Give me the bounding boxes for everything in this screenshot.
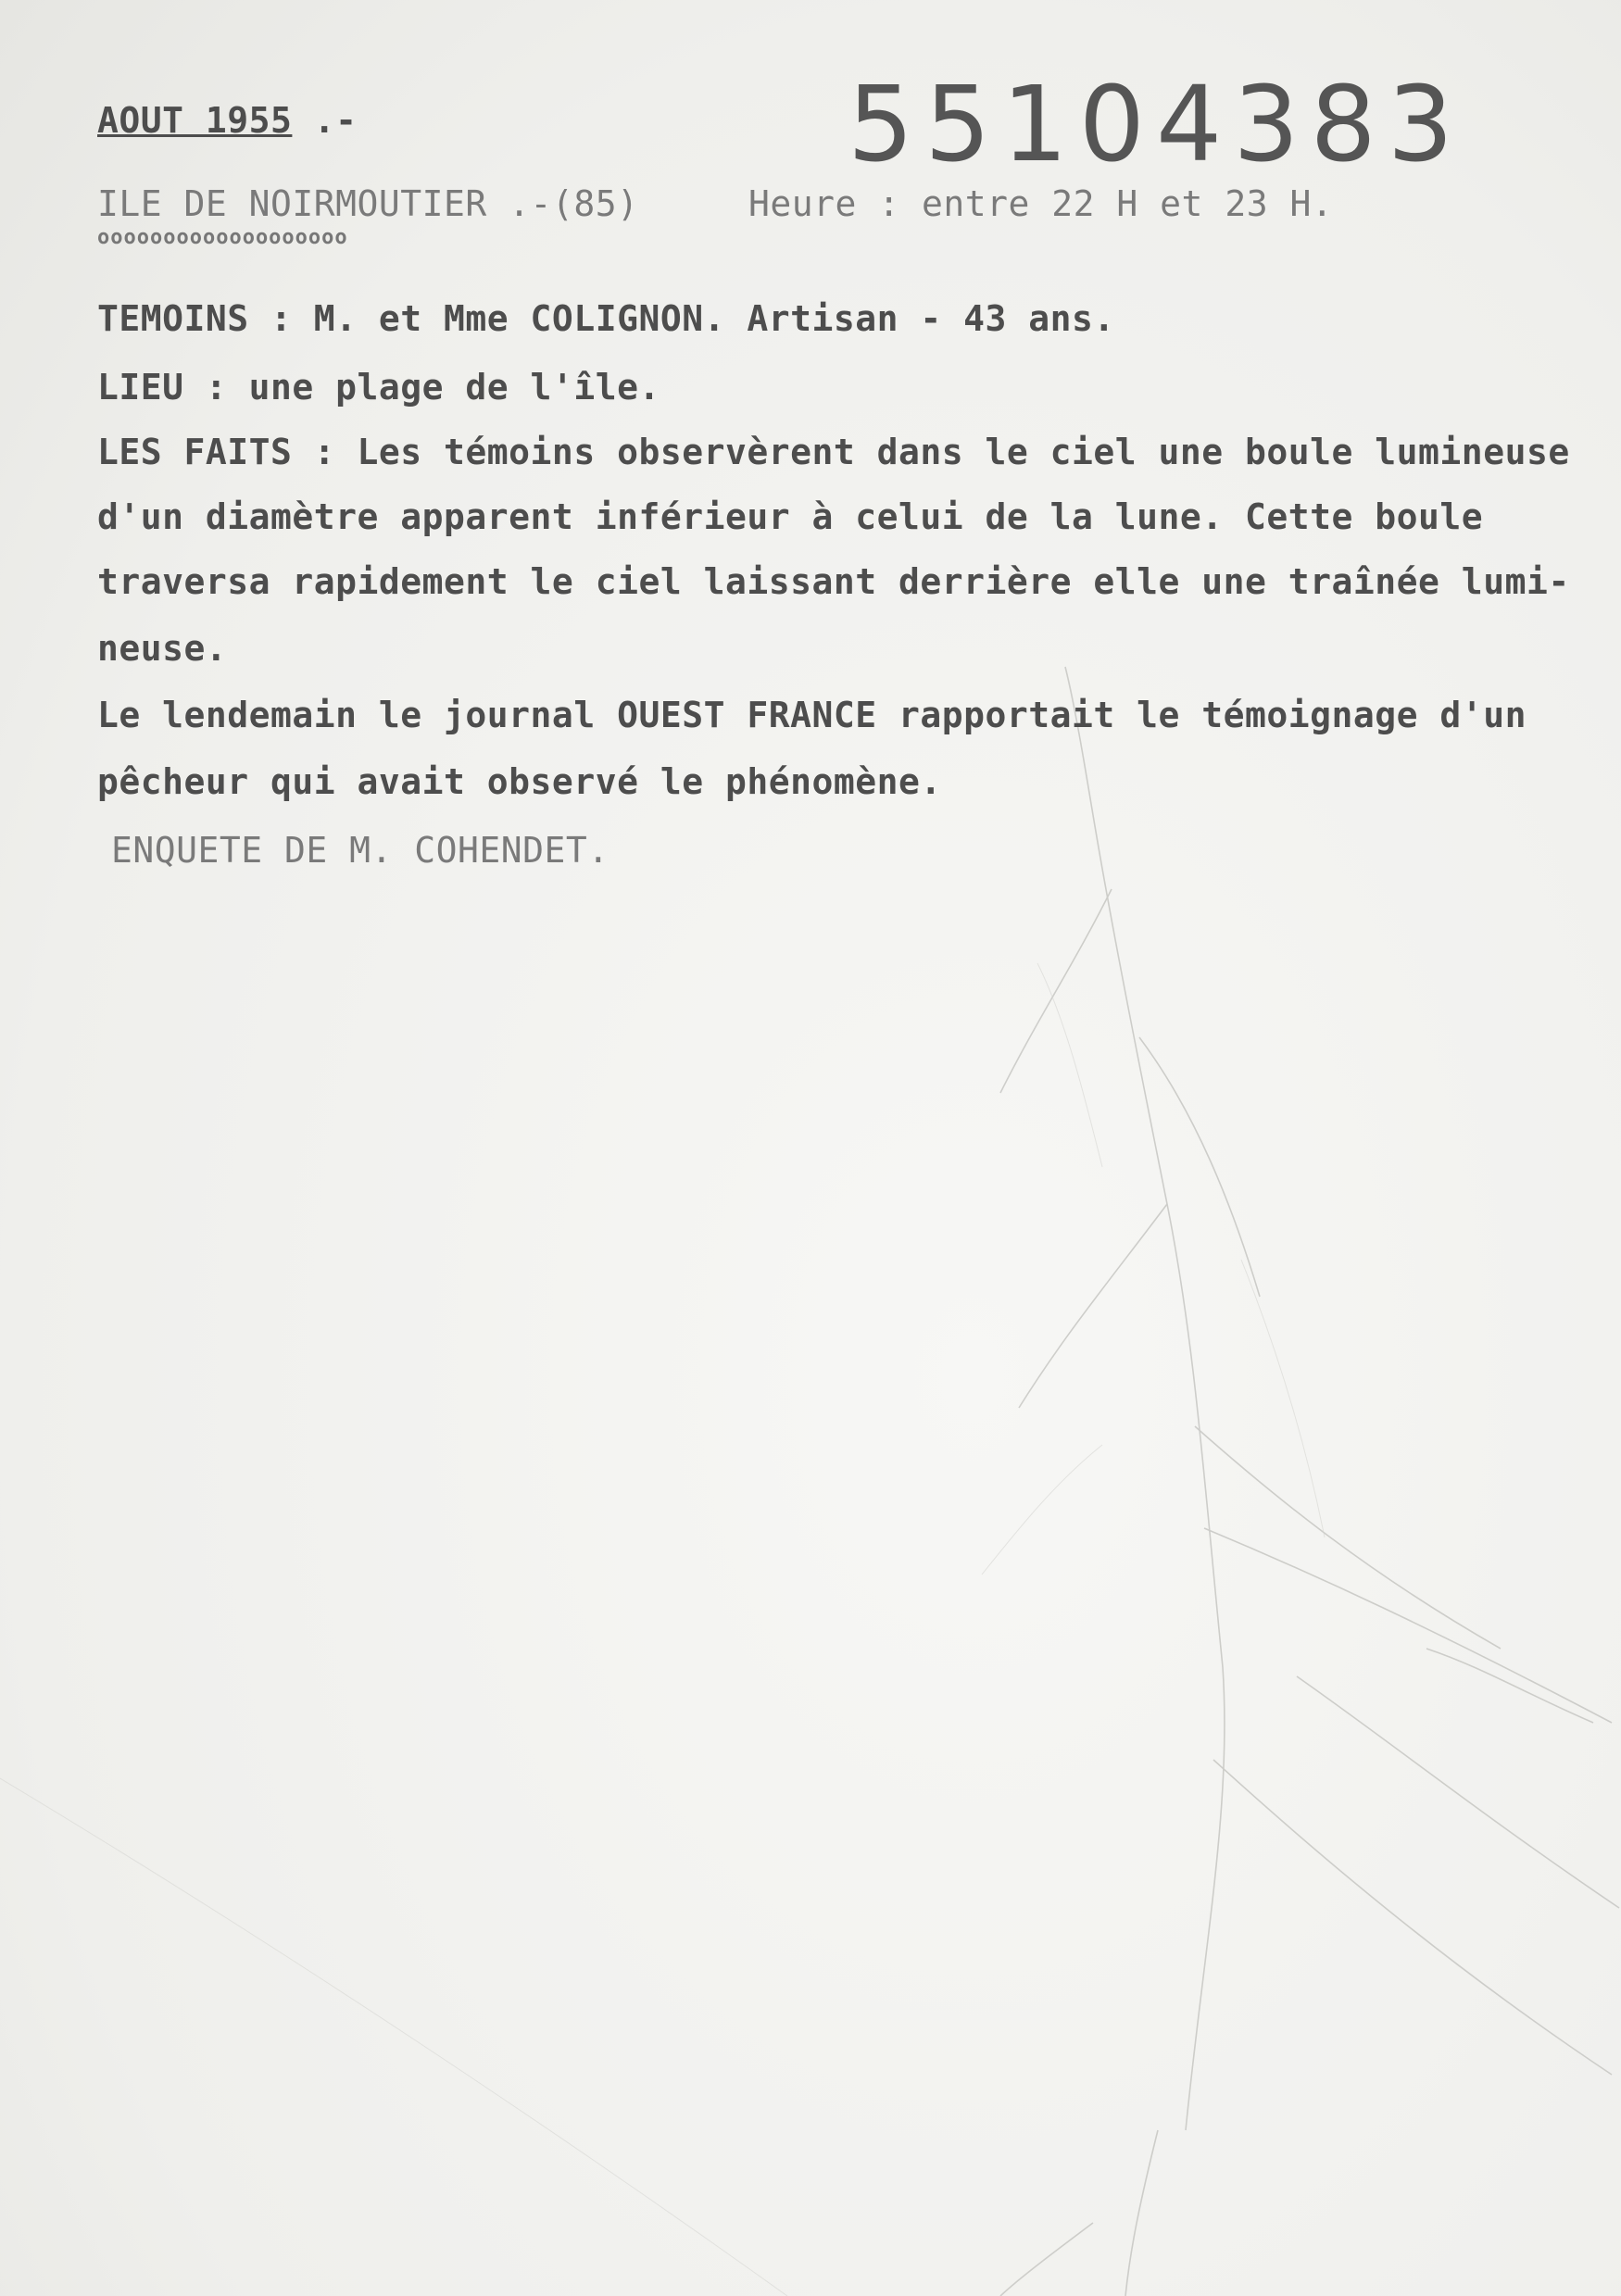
facts-line-3: traversa rapidement le ciel laissant derrière elle une traînée lumi-: [97, 561, 1570, 602]
facts-line-1: LES FAITS : Les témoins observèrent dans le ciel une boule lumineuse: [97, 432, 1570, 472]
witnesses-line: TEMOINS : M. et Mme COLIGNON. Artisan - 43 ans.: [97, 298, 1115, 339]
investigation-line: ENQUETE DE M. COHENDET.: [111, 830, 609, 871]
separator-line: ooooooooooooooooooo: [97, 226, 348, 249]
newspaper-line-2: pêcheur qui avait observé le phénomène.: [97, 761, 942, 802]
facts-line-4: neuse.: [97, 628, 228, 669]
stamp-number: 55104383: [848, 65, 1465, 185]
facts-line-2: d'un diamètre apparent inférieur à celui de la lune. Cette boule: [97, 496, 1484, 537]
report-date-text: AOUT 1955: [97, 100, 293, 141]
location-line: ILE DE NOIRMOUTIER .-(85): [97, 183, 639, 224]
newspaper-line-1: Le lendemain le journal OUEST FRANCE rapportait le témoignage d'un: [97, 695, 1527, 735]
time-line: Heure : entre 22 H et 23 H.: [748, 183, 1334, 224]
report-date: [97, 100, 358, 141]
report-date-suffix: .-: [313, 100, 358, 141]
place-line: LIEU : une plage de l'île.: [97, 367, 660, 408]
